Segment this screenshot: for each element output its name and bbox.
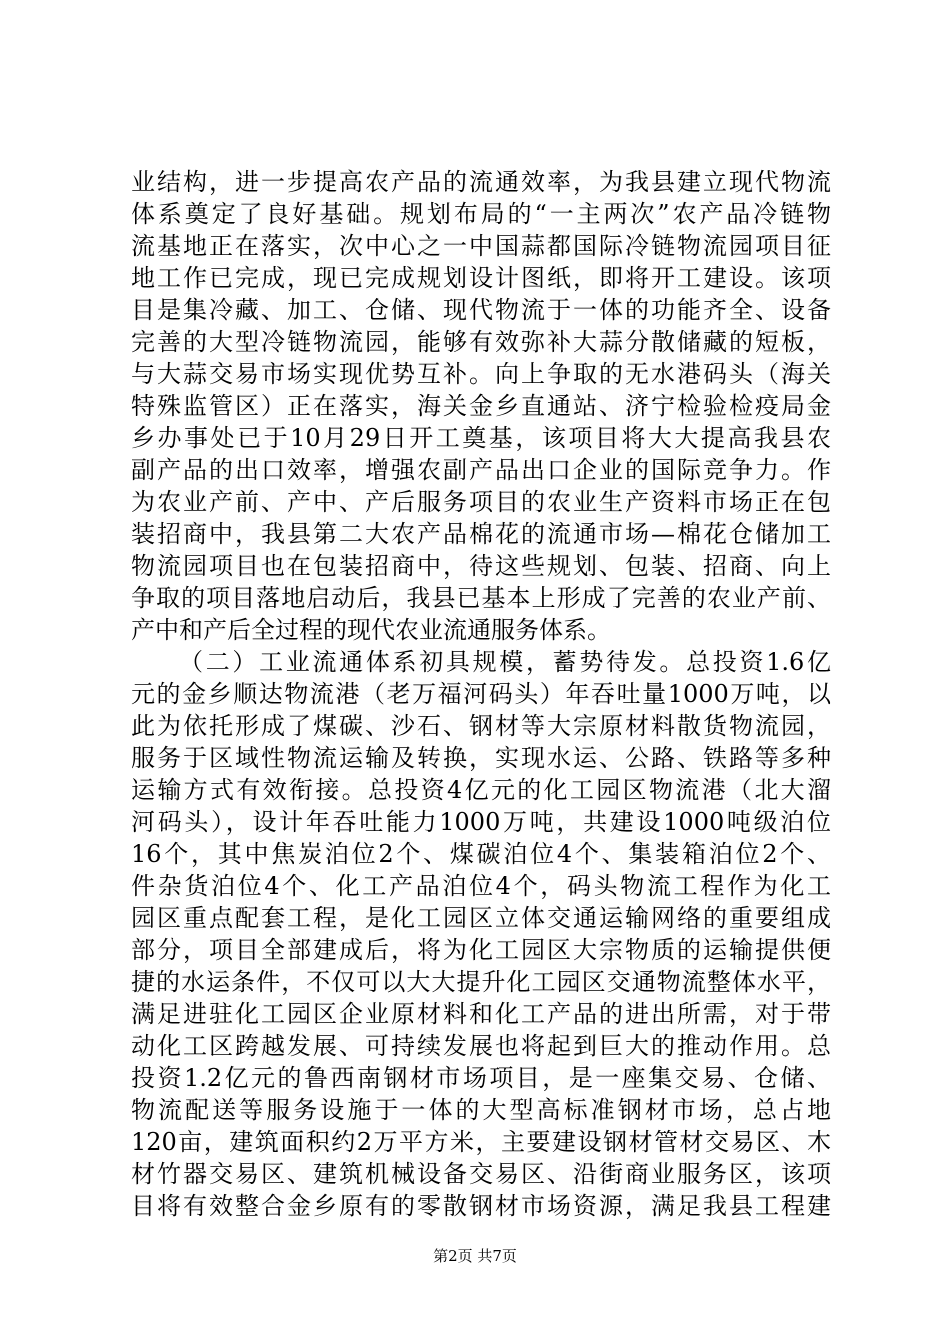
- body-line: 动化工区跨越发展、可持续发展也将起到巨大的推动作用。总: [131, 1032, 831, 1060]
- body-line: 120亩，建筑面积约2万平方米，主要建设钢材管材交易区、木: [131, 1128, 831, 1156]
- body-line: 目是集冷藏、加工、仓储、现代物流于一体的功能齐全、设备: [131, 296, 831, 324]
- body-line: 服务于区域性物流运输及转换，实现水运、公路、铁路等多种: [131, 744, 831, 772]
- body-line: 物流园项目也在包装招商中，待这些规划、包装、招商、向上: [131, 552, 831, 580]
- body-line: 件杂货泊位4个、化工产品泊位4个，码头物流工程作为化工: [131, 872, 831, 900]
- body-line: 河码头），设计年吞吐能力1000万吨，共建设1000吨级泊位: [131, 808, 831, 836]
- body-line: 16个，其中焦炭泊位2个、煤碳泊位4个、集装箱泊位2个、: [131, 840, 831, 868]
- body-line: 运输方式有效衔接。总投资4亿元的化工园区物流港（北大溜: [131, 776, 831, 804]
- body-line: 流基地正在落实，次中心之一中国蒜都国际冷链物流园项目征: [131, 232, 831, 260]
- body-line: 与大蒜交易市场实现优势互补。向上争取的无水港码头（海关: [131, 360, 831, 388]
- document-body: [131, 166, 831, 1222]
- body-line: 投资1.2亿元的鲁西南钢材市场项目，是一座集交易、仓储、: [131, 1064, 831, 1092]
- body-line: 捷的水运条件，不仅可以大大提升化工园区交通物流整体水平，: [131, 968, 831, 996]
- body-line: 物流配送等服务设施于一体的大型高标准钢材市场，总占地: [131, 1096, 831, 1124]
- body-line: 体系奠定了良好基础。规划布局的“一主两次”农产品冷链物: [131, 200, 831, 228]
- body-line: 副产品的出口效率，增强农副产品出口企业的国际竞争力。作: [131, 456, 831, 484]
- body-line: 满足进驻化工园区企业原材料和化工产品的进出所需，对于带: [131, 1000, 831, 1028]
- section-heading-line: （二）工业流通体系初具规模，蓄势待发。总投资1.6亿: [179, 648, 831, 676]
- body-line: 此为依托形成了煤碳、沙石、钢材等大宗原材料散货物流园，: [131, 712, 831, 740]
- body-line: 特殊监管区）正在落实，海关金乡直通站、济宁检验检疫局金: [131, 392, 831, 420]
- body-line: 部分，项目全部建成后，将为化工园区大宗物质的运输提供便: [131, 936, 831, 964]
- body-line: 园区重点配套工程，是化工园区立体交通运输网络的重要组成: [131, 904, 831, 932]
- body-line: 材竹器交易区、建筑机械设备交易区、沿街商业服务区，该项: [131, 1160, 831, 1188]
- body-line: 装招商中，我县第二大农产品棉花的流通市场—棉花仓储加工: [131, 520, 831, 548]
- body-line: 业结构，进一步提高农产品的流通效率，为我县建立现代物流: [131, 168, 831, 196]
- body-line: 地工作已完成，现已完成规划设计图纸，即将开工建设。该项: [131, 264, 831, 292]
- body-line: 争取的项目落地启动后，我县已基本上形成了完善的农业产前、: [131, 584, 831, 612]
- page-footer: 第2页 共7页: [433, 1247, 517, 1265]
- body-line: 完善的大型冷链物流园，能够有效弥补大蒜分散储藏的短板，: [131, 328, 831, 356]
- body-line: 产中和产后全过程的现代农业流通服务体系。: [131, 616, 611, 644]
- body-line: 乡办事处已于10月29日开工奠基，该项目将大大提高我县农: [131, 424, 831, 452]
- body-line: 目将有效整合金乡原有的零散钢材市场资源，满足我县工程建: [131, 1192, 831, 1220]
- body-line: 元的金乡顺达物流港（老万福河码头）年吞吐量1000万吨，以: [131, 680, 831, 708]
- body-line: 为农业产前、产中、产后服务项目的农业生产资料市场正在包: [131, 488, 831, 516]
